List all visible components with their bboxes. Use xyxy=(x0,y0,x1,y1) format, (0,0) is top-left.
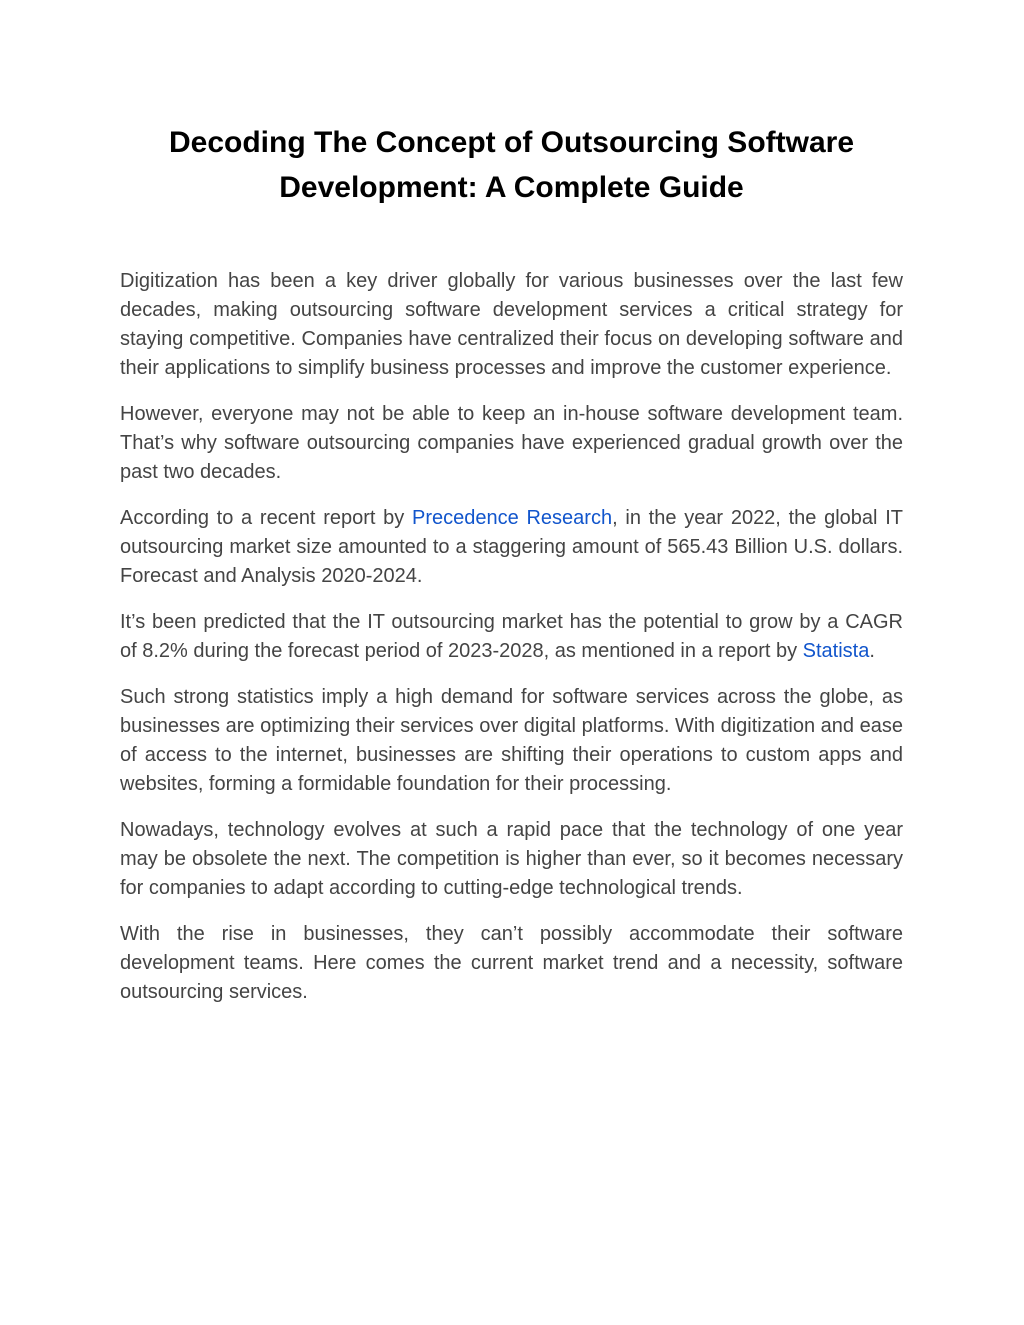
paragraph-in-house-team: However, everyone may not be able to keep an in-house software development team. That’s why software outsourcing companies have experienced gradual growth over the past two decades. xyxy=(120,403,903,483)
paragraph-precedence-report xyxy=(120,504,903,591)
paragraph-text-after-link: , in the year 2022, the global IT outsourcing market size amounted to a staggering amount of 565.43 Billion U.S. dollars. Forecast and Analysis 2020-2024. xyxy=(120,507,903,587)
statista-link[interactable]: Statista xyxy=(802,640,870,662)
document-title: Decoding The Concept of Outsourcing Software Development: A Complete Guide xyxy=(168,126,855,204)
paragraph-text-after-link: . xyxy=(869,640,875,662)
paragraph-market-trend: With the rise in businesses, they can’t possibly accommodate their software development teams. Here comes the current market trend and a necessity, software outsourcing services. xyxy=(120,923,903,1003)
paragraph-text-before-link: According to a recent report by xyxy=(120,507,413,529)
document-page xyxy=(120,120,903,1024)
paragraph-statista-report xyxy=(120,608,903,666)
precedence-research-link[interactable]: Precedence Research xyxy=(412,507,613,529)
paragraph-digitization: Digitization has been a key driver globally for various businesses over the last few decades, making outsourcing software development services a critical strategy for staying competitive. Companies have centralized their focus on developing software and their applications to simplify business processes and improve the customer experience. xyxy=(120,270,903,379)
document-body xyxy=(120,267,903,1007)
paragraph-technology-pace: Nowadays, technology evolves at such a rapid pace that the technology of one year may be obsolete the next. The competition is higher than ever, so it becomes necessary for companies to adapt according to cutting-edge technological trends. xyxy=(120,819,903,899)
paragraph-demand-statistics: Such strong statistics imply a high demand for software services across the globe, as businesses are optimizing their services over digital platforms. With digitization and ease of access to the internet, businesses are shifting their operations to custom apps and websites, forming a formidable foundation for their processing. xyxy=(120,686,903,795)
paragraph-text-before-link: It’s been predicted that the IT outsourcing market has the potential to grow by a CAGR of 8.2% during the forecast period of 2023-2028, as mentioned in a report by xyxy=(120,611,903,662)
